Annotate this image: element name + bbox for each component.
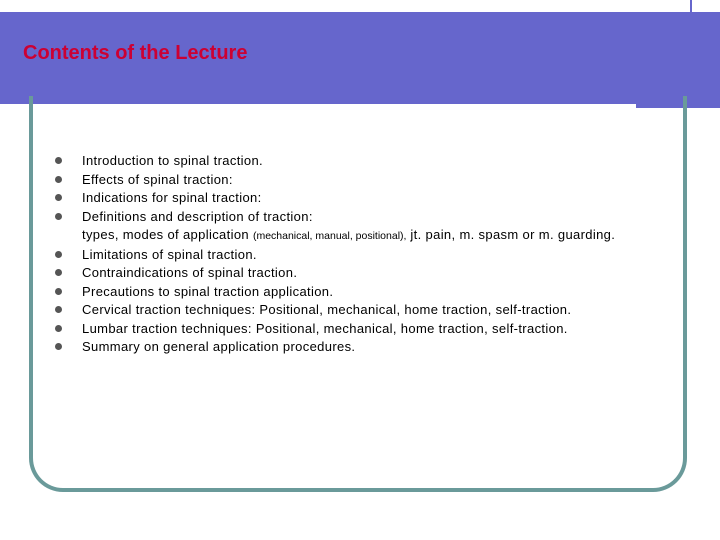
bullet-dot-icon: [55, 269, 62, 276]
list-item: [55, 283, 695, 302]
list-item-text: Contraindications of spinal traction.: [82, 265, 298, 280]
list-item: [55, 320, 695, 339]
title-header-band: [0, 12, 720, 108]
list-item-subtext: types, modes of application: [82, 227, 253, 242]
list-item: [55, 171, 695, 190]
bullet-dot-icon: [55, 288, 62, 295]
bullet-dot-icon: [55, 251, 62, 258]
bullet-dot-icon: [55, 176, 62, 183]
list-item: [55, 338, 695, 357]
list-item-text: Introduction to spinal traction.: [82, 153, 264, 168]
list-item-text: Summary on general application procedures.: [82, 339, 356, 354]
bullet-dot-icon: [55, 343, 62, 350]
list-item-text: Lumbar traction techniques: Positional, mechanical, home traction, self-traction.: [82, 320, 568, 336]
corner-tick: [690, 0, 692, 12]
list-item: [55, 264, 695, 283]
list-item: [55, 208, 695, 246]
contents-list: [55, 152, 695, 357]
list-item: [55, 246, 695, 265]
bullet-dot-icon: [55, 306, 62, 313]
list-item-text: Precautions to spinal traction application.: [82, 283, 334, 299]
bullet-dot-icon: [55, 157, 62, 164]
bullet-dot-icon: [55, 213, 62, 220]
bullet-dot-icon: [55, 194, 62, 201]
list-item-subtext-small: (mechanical, manual, positional),: [252, 230, 407, 242]
list-item: [55, 189, 695, 208]
slide-title: Contents of the Lecture: [23, 42, 248, 64]
list-item-subtext: jt. pain, m. spasm or m. guarding.: [406, 227, 616, 242]
list-item-text: Indications for spinal traction:: [82, 190, 262, 205]
bullet-dot-icon: [55, 325, 62, 332]
list-item: [55, 152, 695, 171]
list-item-text: Definitions and description of traction:: [82, 208, 313, 224]
list-item-text: Effects of spinal traction:: [82, 171, 233, 187]
list-item: [55, 301, 695, 320]
list-item-text: Limitations of spinal traction.: [82, 246, 257, 262]
list-item-text: Cervical traction techniques: Positional, mechanical, home traction, self-traction.: [82, 302, 572, 317]
